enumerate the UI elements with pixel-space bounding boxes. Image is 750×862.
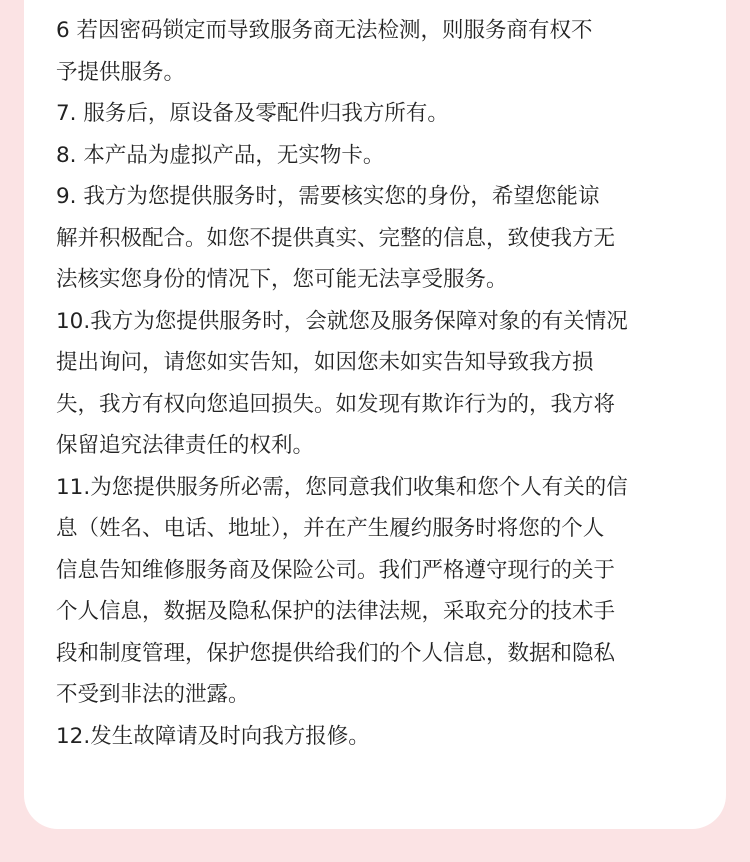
terms-card — [24, 0, 726, 829]
terms-list — [56, 10, 698, 757]
term-line: 7. 服务后，原设备及零配件归我方所有。 — [56, 101, 449, 126]
term-item-8 — [56, 135, 698, 177]
term-line: 保留追究法律责任的权利。 — [56, 433, 315, 458]
term-line: 11.为您提供服务所必需，您同意我们收集和您个人有关的信 — [56, 474, 628, 500]
term-line: 8. 本产品为虚拟产品，无实物卡。 — [56, 142, 385, 168]
term-line: 个人信息，数据及隐私保护的法律法规，采取充分的技术手 — [56, 599, 616, 624]
term-item-7 — [56, 93, 698, 135]
term-item-11 — [56, 467, 698, 716]
term-line: 法核实您身份的情况下，您可能无法享受服务。 — [56, 267, 508, 292]
term-line: 段和制度管理，保护您提供给我们的个人信息，数据和隐私 — [56, 640, 616, 666]
term-line: 9. 我方为您提供服务时，需要核实您的身份，希望您能谅 — [56, 184, 600, 209]
term-line: 解并积极配合。如您不提供真实、完整的信息，致使我方无 — [56, 225, 616, 251]
term-line: 12.发生故障请及时向我方报修。 — [56, 723, 370, 749]
term-item-6 — [56, 10, 698, 93]
term-line: 失，我方有权向您追回损失。如发现有欺诈行为的，我方将 — [56, 391, 616, 417]
term-item-12 — [56, 716, 698, 758]
term-line: 予提供服务。 — [56, 59, 186, 85]
term-line: 信息告知维修服务商及保险公司。我们严格遵守现行的关于 — [56, 557, 616, 583]
term-line: 息（姓名、电话、地址），并在产生履约服务时将您的个人 — [56, 516, 605, 541]
term-line: 提出询问，请您如实告知，如因您未如实告知导致我方损 — [56, 350, 594, 375]
term-item-10 — [56, 301, 698, 467]
term-item-9 — [56, 176, 698, 301]
term-line: 不受到非法的泄露。 — [56, 682, 250, 707]
term-line: 6 若因密码锁定而导致服务商无法检测，则服务商有权不 — [56, 18, 593, 43]
term-line: 10.我方为您提供服务时，会就您及服务保障对象的有关情况 — [56, 308, 628, 334]
